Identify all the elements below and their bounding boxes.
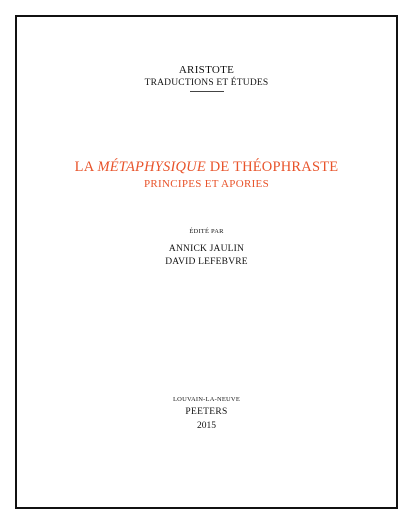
editor-name: DAVID LEFEBVRE	[165, 257, 248, 267]
publication-place: LOUVAIN-LA-NEUVE	[173, 396, 240, 403]
editor-name: ANNICK JAULIN	[168, 244, 245, 254]
series-subtitle: TRADUCTIONS ET ÉTUDES	[144, 78, 269, 88]
series-divider	[190, 91, 224, 92]
book-subtitle: PRINCIPES ET APORIES	[144, 178, 269, 190]
title-page	[15, 15, 398, 509]
book-title-prefix: LA	[74, 159, 98, 175]
book-title-suffix: DE THÉOPHRASTE	[205, 159, 339, 175]
publisher-name: PEETERS	[185, 407, 228, 417]
publication-year: 2015	[197, 421, 216, 431]
book-title-italic: MÉTAPHYSIQUE	[97, 159, 206, 175]
series-title: ARISTOTE	[178, 64, 235, 76]
edited-by-label: ÉDITÉ PAR	[189, 228, 224, 235]
book-title	[17, 160, 396, 175]
